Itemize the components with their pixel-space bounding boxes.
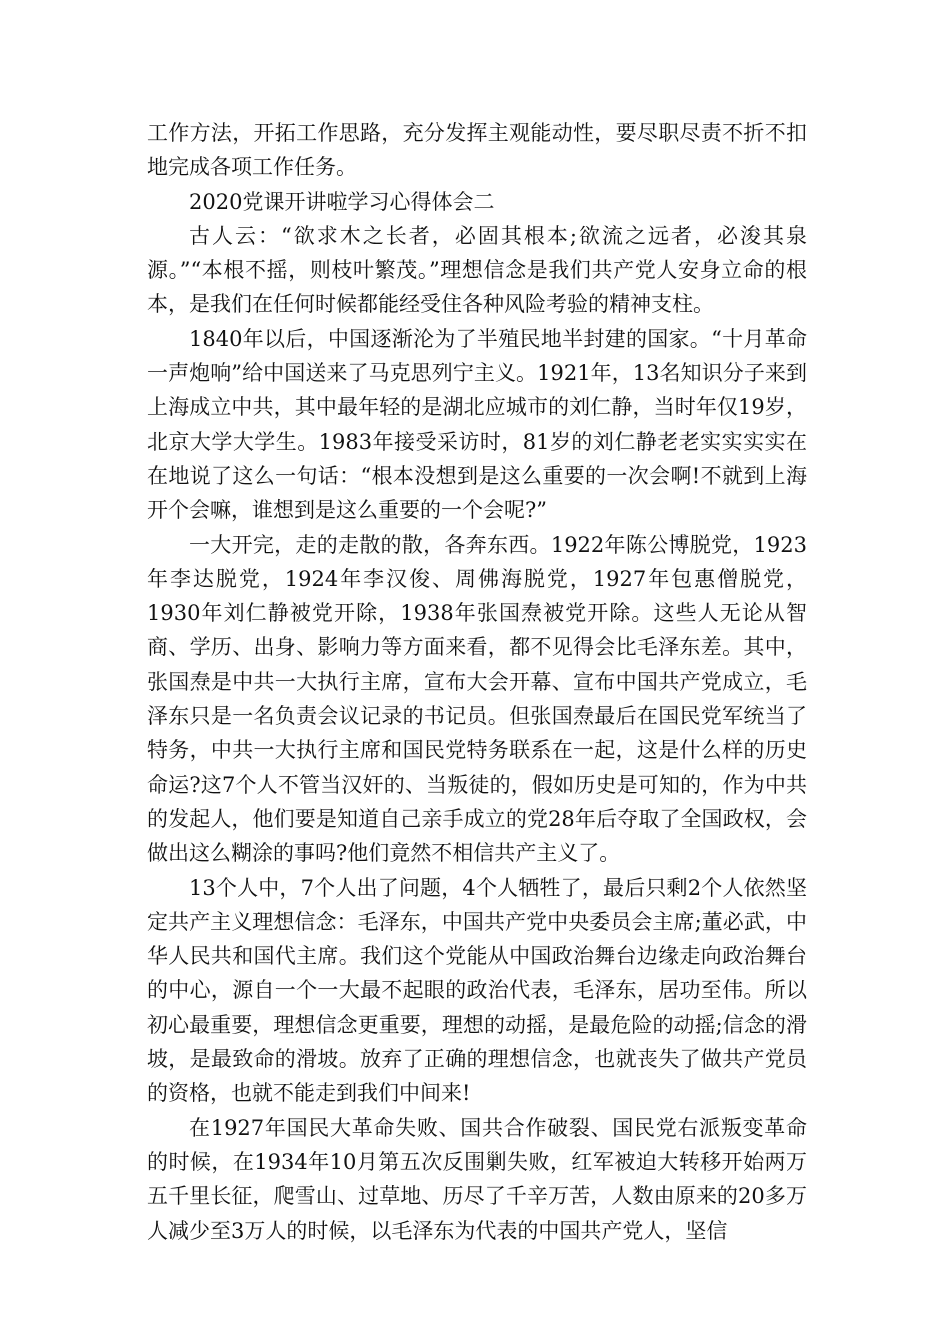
paragraph: 13个人中，7个人出了问题，4个人牺牲了，最后只剩2个人依然坚定共产主义理想信念：毛泽东，中国共产党中央委员会主席;董必武，中华人民共和国代主席。我们这个党能从中国政治舞台边缘走向政治舞台的中心，源自一个一大最不起眼的政治代表，毛泽东，居功至伟。所以初心最重要，理想信念更重要，理想的动摇，是最危险的动摇;信念的滑坡，是最致命的滑坡。放弃了正确的理想信念，也就丧失了做共产党员的资格，也就不能走到我们中间来! <box>147 875 807 1106</box>
paragraph: 在1927年国民大革命失败、国共合作破裂、国民党右派叛变革命的时候，在1934年10月第五次反围剿失败，红军被迫大转移开始两万五千里长征，爬雪山、过草地、历尽了千辛万苦，人数由原来的20多万人减少至3万人的时候，以毛泽东为代表的中国共产党人，坚信 <box>147 1115 807 1243</box>
paragraph: 一大开完，走的走散的散，各奔东西。1922年陈公博脱党，1923年李达脱党，1924年李汉俊、周佛海脱党，1927年包惠僧脱党，1930年刘仁静被党开除，1938年张国焘被党开除。这些人无论从智商、学历、出身、影响力等方面来看，都不见得会比毛泽东差。其中，张国焘是中共一大执行主席，宣布大会开幕、宣布中国共产党成立，毛泽东只是一名负责会议记录的书记员。但张国焘最后在国民党军统当了特务，中共一大执行主席和国民党特务联系在一起，这是什么样的历史命运?这7个人不管当汉奸的、当叛徒的，假如历史是可知的，作为中共的发起人，他们要是知道自己亲手成立的党28年后夺取了全国政权，会做出这么糊涂的事吗?他们竟然不相信共产主义了。 <box>147 532 807 866</box>
document-page <box>147 116 807 1248</box>
section-heading: 2020党课开讲啦学习心得体会二 <box>189 189 495 214</box>
paragraph-continuation: 工作方法，开拓工作思路，充分发挥主观能动性，要尽职尽责不折不扣地完成各项工作任务。 <box>147 121 807 180</box>
paragraph: 古人云：“欲求木之长者，必固其根本;欲流之远者，必浚其泉源。”“本根不摇，则枝叶繁茂。”理想信念是我们共产党人安身立命的根本，是我们在任何时候都能经受住各种风险考验的精神支柱。 <box>147 223 807 317</box>
paragraph: 1840年以后，中国逐渐沦为了半殖民地半封建的国家。“十月革命一声炮响”给中国送来了马克思列宁主义。1921年，13名知识分子来到上海成立中共，其中最年轻的是湖北应城市的刘仁静，当时年仅19岁，北京大学大学生。1983年接受采访时，81岁的刘仁静老老实实实实在在地说了这么一句话：“根本没想到是这么重要的一次会啊!不就到上海开个会嘛，谁想到是这么重要的一个会呢?” <box>147 326 807 523</box>
